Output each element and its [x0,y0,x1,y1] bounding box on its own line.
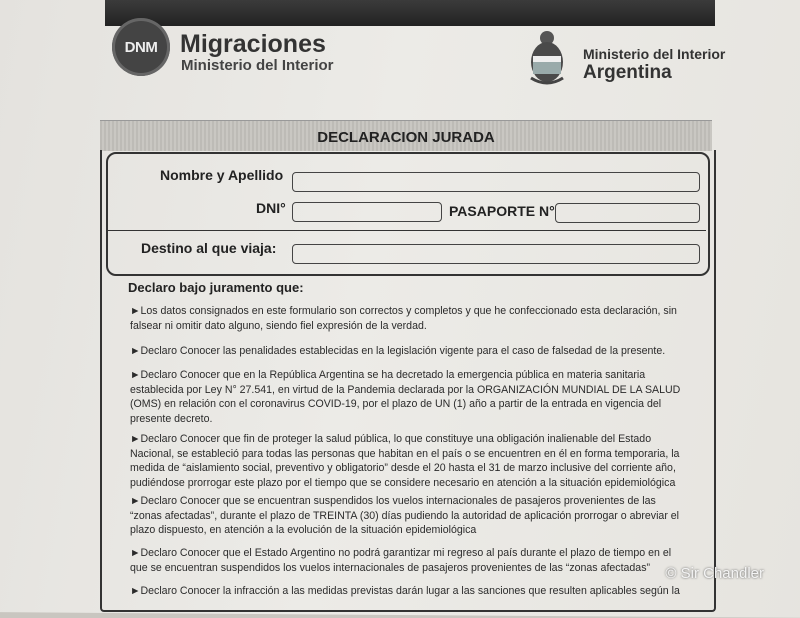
agency-title: Migraciones [180,30,326,58]
name-field[interactable] [292,172,700,192]
name-label: Nombre y Apellido [160,167,284,183]
declaration-heading: Declaro bajo juramento que: [128,280,304,295]
photo-watermark: © Sir Chandler [665,565,764,582]
passport-field[interactable] [555,203,700,223]
declaration-paragraph: ►Declaro Conocer que en la República Argentina se ha decretado la emergencia pública en materia sanitaria establecida por Ley N° 27.541, en virtud de la Pandemia declarada por la ORGANIZACIÓN MUNDIAL DE LA SALUD (OMS) en relación con el coronavirus COVID-19, por el plazo de UN (1) año a partir de la entrada en vigencia del presente decreto. [130,369,681,425]
declaration-paragraph: ►Los datos consignados en este formulario son correctos y completos y que he confeccionado esta declaración, sin falsear ni omitir dato alguno, siendo fiel expresión de la verdad. [130,305,677,332]
agency-subtitle: Ministerio del Interior [181,57,334,74]
document-header [0,0,800,115]
dnm-logo: DNM [112,18,170,76]
declaration-paragraph: ►Declaro Conocer que el Estado Argentino no podrá garantizar mi regreso al país durante el plazo de tiempo en el que se encuentran suspendidos los vuelos internacionales de pasajeros provenientes de las “zonas afectadas” [130,547,672,574]
country-name: Argentina [583,62,672,83]
form-title: DECLARACION JURADA [100,120,712,151]
declaration-paragraph: ►Declaro Conocer las penalidades establecidas en la legislación vigente para el caso de falsedad de la presente. [130,345,666,357]
declaration-paragraph: ►Declaro Conocer que se encuentran suspendidos los vuelos internacionales de pasajeros provenientes de las “zonas afectadas”, durante el plazo de TREINTA (30) días pudiendo la autoridad de aplicación prorrogar o abreviar el plazo dispuesto, en atención a la evolución de la situación epidemiológica [130,495,680,536]
dni-label: DNI° [256,200,286,216]
declaration-paragraph: ►Declaro Conocer que fin de proteger la salud pública, lo que constituye una obligación inalienable del Estado Nacional, se estableció para todas las personas que habitan en el país o se encuentren en él en forma temporaria, la medida de “aislamiento social, preventivo y obligatorio” desde el 20 hasta el 31 de marzo inclusive del corriente año, pudiéndose prorrogar este plazo por el tiempo que se considere necesario en atención a la situación epidemiológica [130,433,680,489]
dni-field[interactable] [292,202,442,222]
personal-data-separator [108,230,706,231]
ministry-line: Ministerio del Interior [583,46,726,62]
passport-label: PASAPORTE N° [449,203,555,219]
coat-of-arms-icon [525,28,569,86]
declaration-paragraph: ►Declaro Conocer la infracción a las medidas previstas darán lugar a las sanciones que resulten aplicables según la [130,585,680,597]
destination-field[interactable] [292,244,700,264]
destination-label: Destino al que viaja: [141,240,277,256]
